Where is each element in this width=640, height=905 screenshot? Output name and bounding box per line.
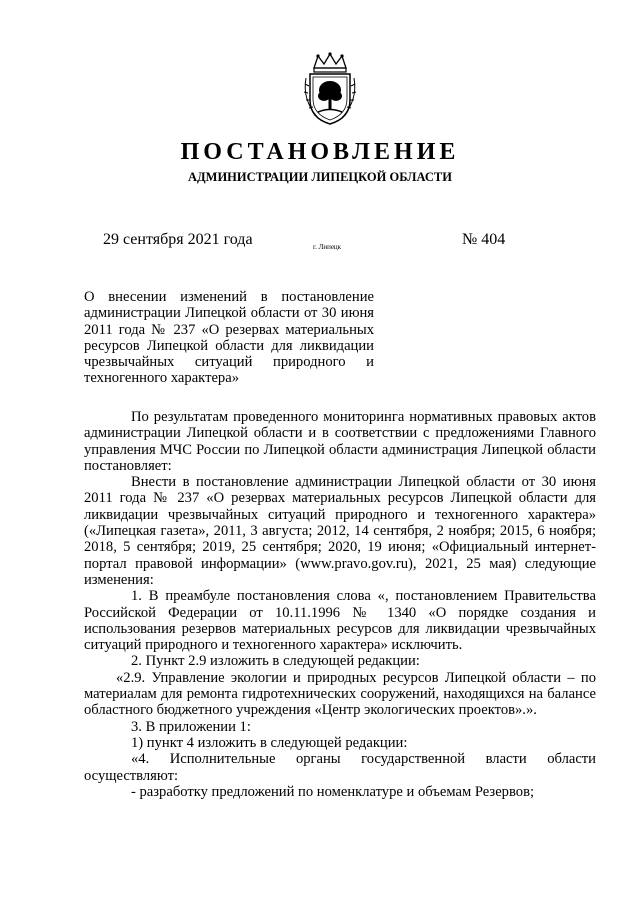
body-paragraph-item-2: 2. Пункт 2.9 изложить в следующей редакции: bbox=[131, 653, 420, 670]
body-paragraph-subitem-1: 1) пункт 4 изложить в следующей редакции: bbox=[131, 734, 408, 751]
body-paragraph-item-2-text: «2.9. Управление экологии и природных ресурсов Липецкой области – по материалам для ремонта гидротехнических сооружений, находящихся на балансе областного бюджетного учреждения «Центр экологических проектов».». bbox=[84, 669, 596, 719]
body-paragraph-preamble: По результатам проведенного мониторинга нормативных правовых актов администрации Липецкой области и в соответствии с предложениями Главного управления МЧС России по Липецкой области администрация Липецкой области постановляет: bbox=[84, 409, 596, 474]
coat-of-arms-icon bbox=[300, 52, 360, 126]
document-number: № 404 bbox=[462, 231, 506, 248]
document-date: 29 сентября 2021 года bbox=[103, 231, 253, 248]
body-paragraph-item-4: «4. Исполнительные органы государственной власти области осуществляют: bbox=[84, 751, 596, 784]
document-city: г. Липецк bbox=[313, 243, 342, 251]
document-title: ПОСТАНОВЛЕНИЕ bbox=[180, 139, 460, 165]
body-paragraph-item-3: 3. В приложении 1: bbox=[131, 718, 251, 735]
document-body bbox=[84, 409, 596, 800]
body-paragraph-item-1: 1. В преамбуле постановления слова «, постановлением Правительства Российской Федерации от 10.11.1996 № 1340 «О порядке создания и использования резервов материальных ресурсов для ликвидации чрезвычайных ситуаций природного и техногенного характера» исключить. bbox=[84, 588, 596, 654]
document-subject: О внесении изменений в постановление администрации Липецкой области от 30 июня 2011 года № 237 «О резервах материальных ресурсов Липецкой области для ликвидации чрезвычайных ситуаций природного и техногенного характера» bbox=[84, 289, 374, 387]
issuing-authority: АДМИНИСТРАЦИИ ЛИПЕЦКОЙ ОБЛАСТИ bbox=[188, 170, 452, 184]
body-paragraph-bullet: - разработку предложений по номенклатуре и объемам Резервов; bbox=[131, 783, 535, 800]
body-paragraph-amend: Внести в постановление администрации Липецкой области от 30 июня 2011 года № 237 «О резервах материальных ресурсов Липецкой области для ликвидации чрезвычайных ситуаций природного и техногенного характера» («Липецкая газета», 2011, 3 августа; 2012, 14 сентября, 2 ноября; 2015, 6 ноября; 2018, 5 сентября; 2019, 25 сентября; 2020, 19 июня; «Официальный интернет-портал правовой информации» (www.pravo.gov.ru), 2021, 25 мая) следующие изменения: bbox=[84, 474, 596, 588]
